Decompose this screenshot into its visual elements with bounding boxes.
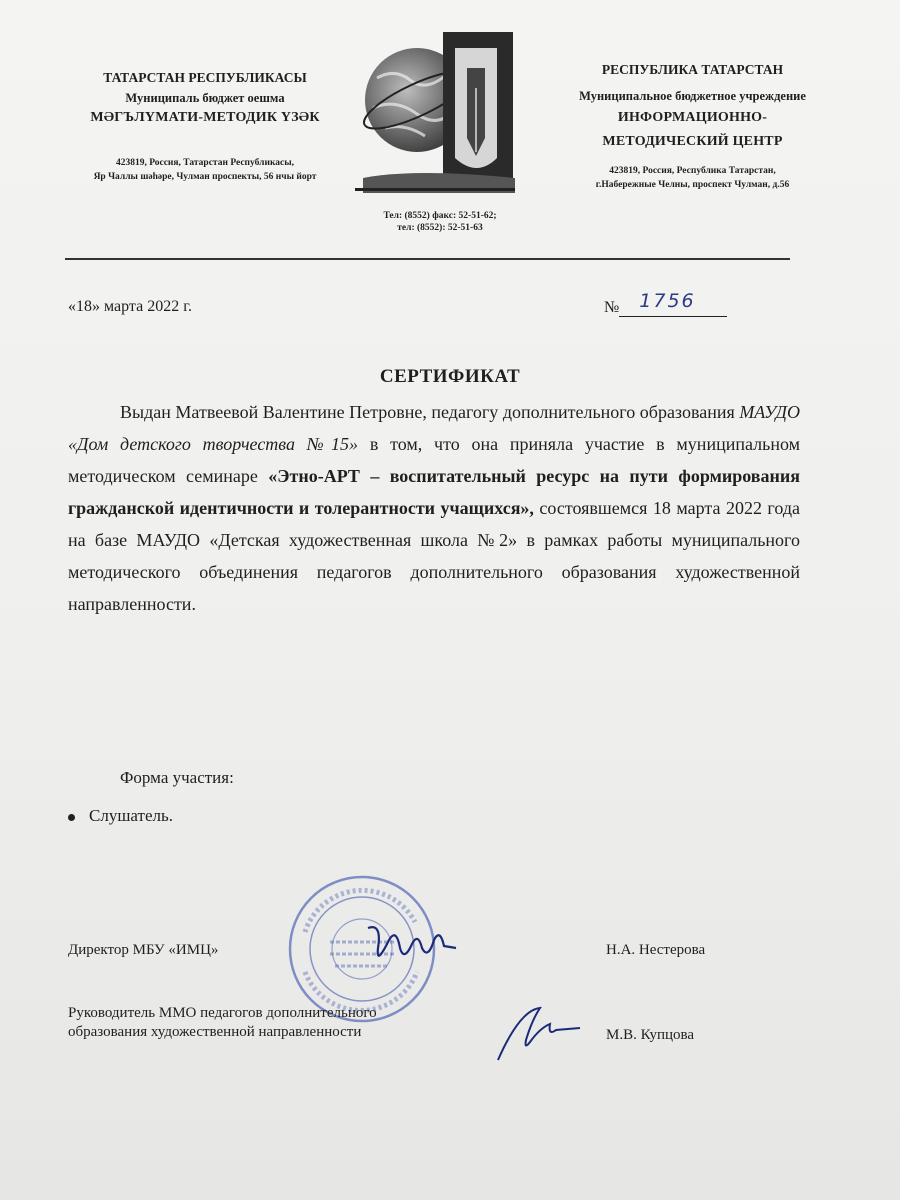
header-right-address-2: г.Набережные Челны, проспект Чулман, д.56: [595, 180, 790, 190]
document-number: [604, 290, 727, 317]
number-field: [619, 290, 727, 317]
logo-rule: [355, 188, 515, 191]
header-right-center-2: МЕТОДИЧЕСКИЙ ЦЕНТР: [602, 134, 783, 149]
number-label: №: [604, 299, 620, 316]
header-phone: тел: (8552): 52-51-63: [397, 223, 483, 233]
participation-value: Слушатель.: [89, 806, 173, 825]
body-paragraph: [68, 396, 800, 620]
participation-item: [68, 806, 173, 826]
director-name: Н.А. Нестерова: [606, 942, 706, 958]
globe-pen-logo-icon: [355, 28, 520, 198]
certificate-body: [68, 396, 800, 620]
header-left-center: МӘГЪЛҮМАТИ-МЕТОДИК ҮЗӘК: [90, 110, 320, 125]
header-divider: [65, 258, 790, 260]
header-right-center-1: ИНФОРМАЦИОННО-: [617, 110, 768, 125]
head-title-line-2: образования художественной направленности: [68, 1024, 362, 1040]
head-title-line-1: Руководитель ММО педагогов дополнительного: [68, 1005, 377, 1021]
header-phones: [345, 210, 535, 234]
head-title: [68, 1004, 377, 1042]
header-left-address-2: Яр Чаллы шәһәре, Чулман проспекты, 56 нчы йорт: [93, 172, 317, 182]
body-part-1: Выдан Матвеевой Валентине Петровне, педагогу дополнительного образования: [120, 402, 735, 422]
head-name: М.В. Купцова: [606, 1027, 695, 1043]
body-part-2: в том, что она приняла участие в муниципальном методическом семинаре: [68, 434, 800, 486]
header-right-institution: Муниципальное бюджетное учреждение: [579, 89, 806, 103]
director-signature-icon: [360, 918, 460, 978]
header-phone-fax: Тел: (8552) факс: 52-51-62;: [383, 211, 497, 221]
certificate-title: СЕРТИФИКАТ: [379, 366, 521, 387]
body-organization: МАУДО «Дом детского творчества №15»: [68, 402, 801, 454]
body-seminar-title: «Этно-АРТ – воспитательный ресурс на пути формирования гражданской идентичности и толерантности учащихся»,: [68, 466, 800, 518]
header-right-republic: РЕСПУБЛИКА ТАТАРСТАН: [601, 62, 784, 77]
document-date: «18» марта 2022 г.: [68, 298, 192, 315]
header-left-institution: Муниципаль бюджет оешма: [125, 91, 285, 105]
header-right-address-1: 423819, Россия, Республика Татарстан,: [609, 166, 776, 176]
body-part-3: состоявшемся 18 марта 2022 года на базе МАУДО «Детская художественная школа №2» в рамках работы муниципального методического объединения педагогов дополнительного образования художественной направленности.: [68, 498, 800, 614]
number-handwritten: 1756: [639, 290, 696, 312]
header-left-republic: ТАТАРСТАН РЕСПУБЛИКАСЫ: [103, 70, 307, 85]
head-signature-icon: [490, 1000, 585, 1070]
participation-label: Форма участия:: [120, 768, 234, 787]
header-right-block: [540, 60, 845, 192]
header-left-address-1: 423819, Россия, Татарстан Республикасы,: [115, 158, 295, 168]
director-title: Директор МБУ «ИМЦ»: [68, 942, 219, 958]
header-left-block: [55, 68, 355, 184]
bullet-icon: [68, 814, 75, 821]
